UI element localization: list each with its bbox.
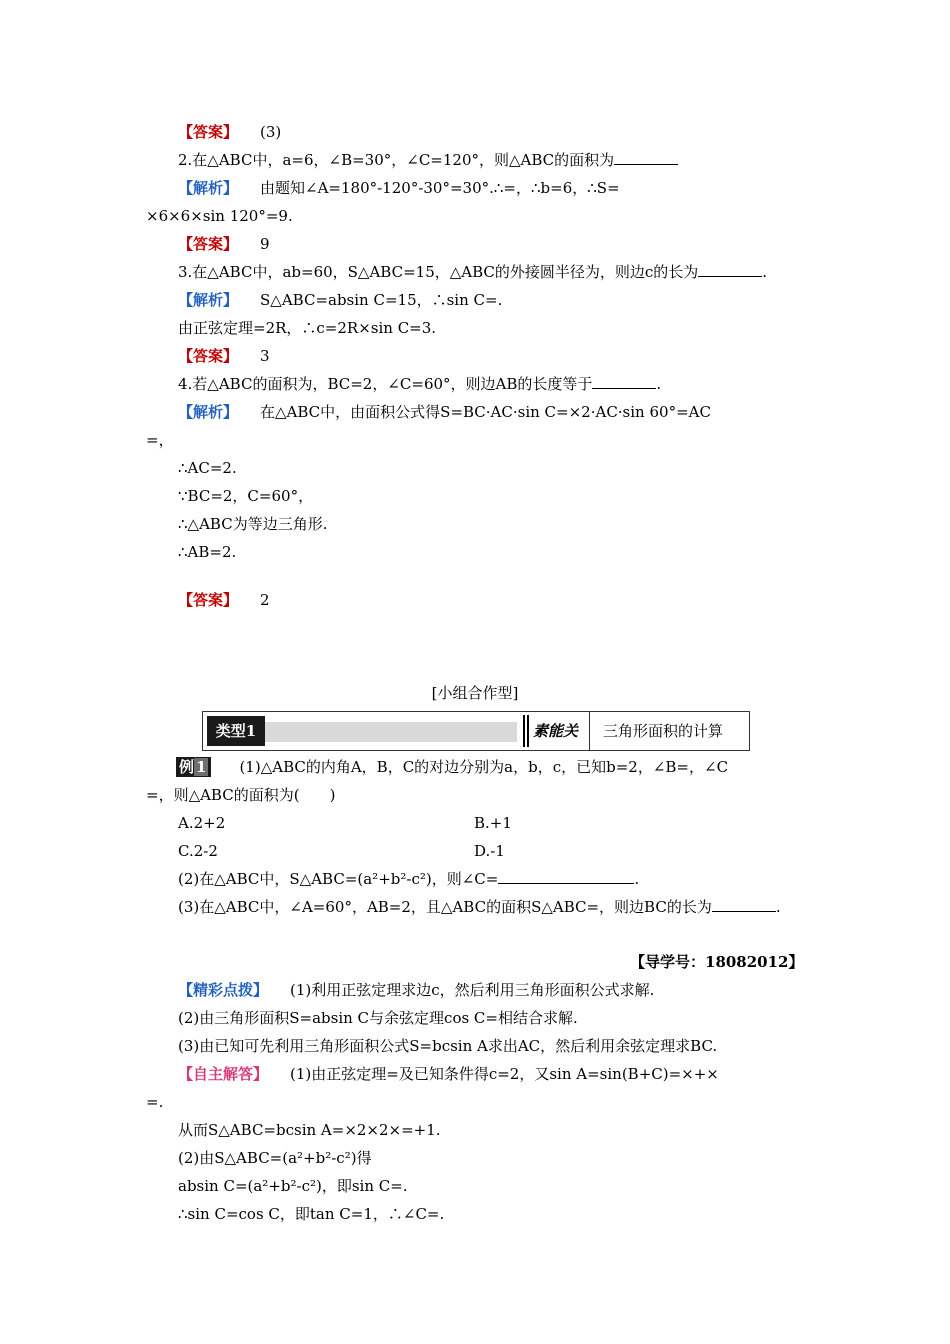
q2-answer-line [178, 234, 270, 254]
hint-text: (1)利用正弦定理求边c，然后利用三角形面积公式求解. [290, 981, 655, 999]
analysis-tag: 【解析】 [178, 291, 239, 309]
answer-value: (3) [260, 123, 282, 141]
question-text: 3.在△ABC中，ab=60，S△ABC=15，△ABC的外接圆半径为，则边c的长为 [178, 263, 699, 281]
solution-tag: 【自主解答】 [178, 1065, 269, 1083]
answer-value: 2 [260, 591, 270, 609]
type-banner [202, 711, 750, 751]
q4-step: ∴AC=2. [178, 459, 237, 477]
hint-tag: 【精彩点拨】 [178, 981, 269, 999]
solution-line: absin C=(a²+b²-c²)，即sin C=. [178, 1177, 408, 1195]
solution-line [178, 1064, 719, 1084]
type-badge: 类型1 [207, 716, 265, 746]
answer-blank [614, 150, 678, 165]
analysis-text: S△ABC=absin C=15，∴sin C=. [260, 291, 503, 309]
hint-line: (2)由三角形面积S=absin C与余弦定理cos C=相结合求解. [178, 1009, 578, 1027]
q2-analysis-cont: ×6×6×sin 120°=9. [146, 207, 293, 225]
q4-answer-line [178, 590, 270, 610]
q3-answer-line [178, 346, 270, 366]
q3-analysis-cont: 由正弦定理=2R，∴c=2R×sin C=3. [178, 319, 437, 337]
answer-tag: 【答案】 [178, 347, 239, 365]
q4-question: 4.若△ABC的面积为，BC=2，∠C=60°，则边AB的长度等于 . [178, 375, 662, 393]
hint-line [178, 980, 654, 1000]
q1-answer-line [178, 122, 281, 142]
q4-step: ∴△ABC为等边三角形. [178, 515, 328, 533]
q2-question [178, 150, 678, 170]
type-separator [523, 715, 529, 747]
solution-line: (2)由S△ABC=(a²+b²-c²)得 [178, 1149, 372, 1167]
q4-analysis [178, 402, 711, 422]
option-c: C.2-2 [178, 842, 218, 860]
type-banner-fill [265, 722, 517, 742]
question-text: 4.若△ABC的面积为，BC=2，∠C=60°，则边AB的长度等于 [178, 375, 593, 393]
analysis-tag: 【解析】 [178, 179, 239, 197]
example-part1-cont: =，则△ABC的面积为( ) [146, 786, 336, 804]
banner-divider [589, 712, 590, 750]
example-text: (2)在△ABC中，S△ABC=(a²+b²-c²)，则∠C= [178, 870, 499, 888]
example-label: 例 [179, 758, 195, 776]
option-d: D.-1 [474, 842, 505, 860]
period: . [634, 870, 640, 888]
example-text: (3)在△ABC中，∠A=60°，AB=2，且△ABC的面积S△ABC=，则边BC的长为 [178, 898, 712, 916]
analysis-text: 由题知∠A=180°-120°-30°=30°.∴=，∴b=6，∴S= [260, 179, 620, 197]
answer-blank [498, 869, 634, 884]
q4-step: ∵BC=2，C=60°， [178, 487, 314, 505]
option-b: B.+1 [474, 814, 512, 832]
example-number: 1 [196, 758, 207, 776]
answer-blank [592, 374, 656, 389]
analysis-tag: 【解析】 [178, 403, 239, 421]
example-part2 [178, 869, 639, 889]
solution-line: 从而S△ABC=bcsin A=×2×2×=+1. [178, 1121, 441, 1139]
answer-value: 9 [260, 235, 270, 253]
example-part1 [176, 757, 728, 777]
answer-blank [698, 262, 762, 277]
answer-tag: 【答案】 [178, 591, 239, 609]
solution-line: =. [146, 1093, 164, 1111]
example-part3 [178, 897, 781, 917]
solution-text: (1)由正弦定理=及已知条件得c=2，又sin A=sin(B+C)=×+× [290, 1065, 719, 1083]
answer-blank [712, 897, 776, 912]
section-heading: [小组合作型] [431, 684, 519, 702]
q3-analysis [178, 290, 502, 310]
q4-step: ∴AB=2. [178, 543, 237, 561]
q3-question: 3.在△ABC中，ab=60，S△ABC=15，△ABC的外接圆半径为，则边c的长为 . [178, 263, 768, 281]
answer-tag: 【答案】 [178, 235, 239, 253]
level-badge: 素能关 [533, 722, 579, 740]
type-title: 三角形面积的计算 [603, 722, 724, 740]
period: . [775, 898, 781, 916]
example-badge [176, 757, 211, 777]
q2-analysis [178, 178, 620, 198]
guide-number: 【导学号：18082012】 [630, 953, 804, 971]
question-text: 2.在△ABC中，a=6，∠B=30°，∠C=120°，则△ABC的面积为 [178, 151, 615, 169]
hint-line: (3)由已知可先利用三角形面积公式S=bcsin A求出AC，然后利用余弦定理求BC. [178, 1037, 718, 1055]
answer-tag: 【答案】 [178, 123, 239, 141]
q4-analysis-cont: =， [146, 431, 174, 449]
answer-value: 3 [260, 347, 270, 365]
solution-line: ∴sin C=cos C，即tan C=1，∴∠C=. [178, 1205, 445, 1223]
option-a: A.2+2 [178, 814, 226, 832]
analysis-text: 在△ABC中，由面积公式得S=BC·AC·sin C=×2·AC·sin 60°=AC [260, 403, 711, 421]
example-text: (1)△ABC的内角A，B，C的对边分别为a，b，c，已知b=2，∠B=，∠C [239, 758, 729, 776]
